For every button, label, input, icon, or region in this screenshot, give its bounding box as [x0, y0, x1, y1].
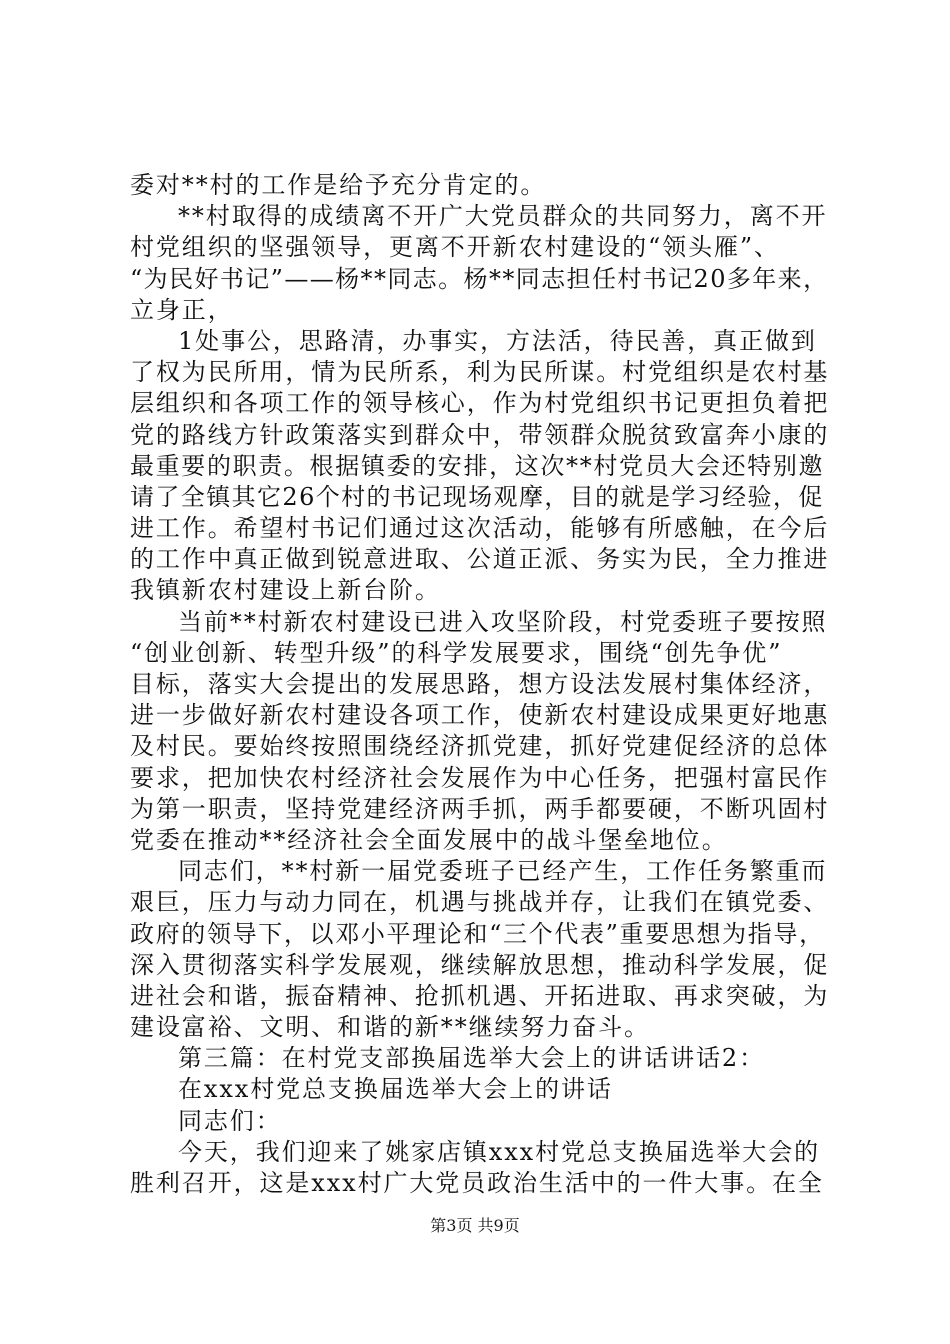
text-line: 建设富裕、文明、和谐的新**继续努力奋斗。 — [130, 1013, 650, 1042]
text-line: 深入贯彻落实科学发展观，继续解放思想，推动科学发展，促 — [130, 950, 830, 979]
text-line: 委对**村的工作是给予充分肯定的。 — [130, 171, 547, 199]
text-line: 当前**村新农村建设已进入攻坚阶段，村党委班子要按照 — [178, 607, 828, 636]
text-line: 在xxx村党总支换届选举大会上的讲话 — [178, 1075, 613, 1104]
text-line: 层组织和各项工作的领导核心，作为村党组织书记更担负着把 — [130, 389, 830, 418]
text-line: 同志们： — [178, 1106, 282, 1135]
document-body — [130, 170, 830, 1199]
text-line: 为第一职责，坚持党建经济两手抓，两手都要硬，不断巩固村 — [130, 794, 830, 823]
text-line: 目标，落实大会提出的发展思路，想方设法发展村集体经济， — [130, 670, 830, 698]
text-line: 艰巨，压力与动力同在，机遇与挑战并存，让我们在镇党委、 — [130, 888, 830, 917]
text-line: 同志们，**村新一届党委班子已经产生，工作任务繁重而 — [178, 857, 828, 886]
text-line: 第三篇：在村党支部换届选举大会上的讲话讲话2： — [178, 1044, 765, 1073]
text-line: 请了全镇其它26个村的书记现场观摩，目的就是学习经验，促 — [130, 482, 824, 511]
text-line: 进社会和谐，振奋精神、抢抓机遇、开拓进取、再求突破，为 — [130, 981, 830, 1010]
text-line: 村党组织的坚强领导，更离不开新农村建设的“领头雁”、 — [130, 233, 780, 262]
text-line: 政府的领导下，以邓小平理论和“三个代表”重要思想为指导， — [130, 919, 825, 948]
text-line: “创业创新、转型升级”的科学发展要求，围绕“创先争优” — [130, 638, 783, 667]
text-line: 了权为民所用，情为民所系，利为民所谋。村党组织是农村基 — [130, 358, 830, 387]
text-line: 胜利召开，这是xxx村广大党员政治生活中的一件大事。在全 — [130, 1169, 824, 1197]
text-line: 立身正， — [130, 295, 234, 324]
text-line: 最重要的职责。根据镇委的安排，这次**村党员大会还特别邀 — [130, 451, 825, 480]
text-line: 党的路线方针政策落实到群众中，带领群众脱贫致富奔小康的 — [130, 420, 830, 449]
text-line: 的工作中真正做到锐意进取、公道正派、务实为民，全力推进 — [130, 545, 830, 574]
text-line: 及村民。要始终按照围绕经济抓党建，抓好党建促经济的总体 — [130, 732, 830, 761]
text-line: 今天，我们迎来了姚家店镇xxx村党总支换届选举大会的 — [178, 1137, 821, 1166]
text-line: **村取得的成绩离不开广大党员群众的共同努力，离不开 — [178, 202, 828, 231]
text-line: 1处事公，思路清，办事实，方法活，待民善，真正做到 — [178, 326, 817, 355]
text-line: 进工作。希望村书记们通过这次活动，能够有所感触，在今后 — [130, 514, 830, 543]
text-line: 党委在推动**经济社会全面发展中的战斗堡垒地位。 — [130, 825, 728, 854]
text-line: 我镇新农村建设上新台阶。 — [130, 576, 441, 605]
text-line: 要求，把加快农村经济社会发展作为中心任务，把强村富民作 — [130, 763, 830, 792]
text-line: 进一步做好新农村建设各项工作，使新农村建设成果更好地惠 — [130, 701, 830, 730]
text-line: “为民好书记”——杨**同志。杨**同志担任村书记20多年来， — [130, 264, 829, 293]
page-footer: 第3页 共9页 — [430, 1216, 520, 1235]
